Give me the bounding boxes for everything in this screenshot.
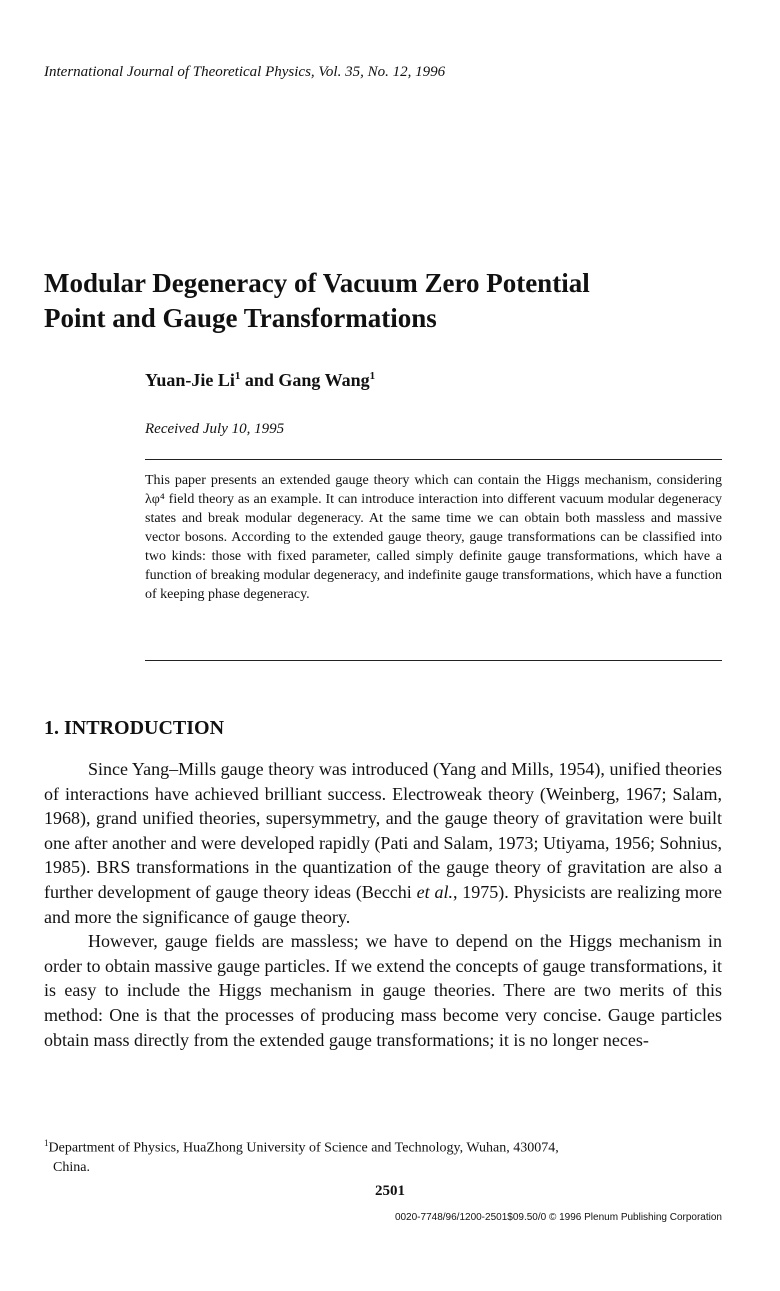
abstract-bottom-rule <box>145 660 722 661</box>
body-paragraph: However, gauge fields are massless; we have to depend on the Higgs mechanism in order to obtain massive gauge particles. If we extend the concepts of gauge transformations, it is easy to include the Higgs mechanism in gauge theories. There are two merits of this method: One is that the processes of producing mass become very concise. Gauge particles obtain mass directly from the extended gauge transformations; it is no longer neces- <box>44 931 722 1050</box>
copyright-line: 0020-7748/96/1200-2501$09.50/0 © 1996 Plenum Publishing Corporation <box>394 1212 722 1223</box>
paragraph-text: Since Yang–Mills gauge theory was introduced (Yang and Mills, 1954), unified theories of interactions have achieved brilliant success. Electroweak theory (Weinberg, 1967; Salam, 1968), grand unified theories, supersymmetry, and the gauge theory of gravitation were built one after another and were developed rapidly (Pati and Salam, 1973; Utiyama, 1956; Sohnius, 1985). BRS transformations in the quantization of the gauge theory of gravitation are also a further development of gauge theory ideas (Becchi <box>44 759 722 902</box>
author-name: Yuan-Jie Li <box>145 370 235 390</box>
author-name: Gang Wang <box>278 370 370 390</box>
affiliation-mark: 1 <box>369 370 376 382</box>
received-date: Received July 10, 1995 <box>145 421 285 437</box>
paper-title <box>44 266 734 336</box>
paper-title-line-2: Point and Gauge Transformations <box>44 303 437 333</box>
abstract-text: This paper presents an extended gauge theory which can contain the Higgs mechanism, considering λφ⁴ field theory as an example. It can introduce interaction into different vacuum modular degeneracy states and break modular degeneracy. At the same time we can obtain both massless and massive vector bosons. According to the extended gauge theory, gauge transformations can be classified into two kinds: those with fixed parameter, called simply definite gauge transformations, which have a function of breaking modular degeneracy, and indefinite gauge transformations, which have a function of keeping phase degeneracy. <box>145 473 722 602</box>
affiliation-mark: 1 <box>234 370 241 382</box>
page-number: 2501 <box>375 1183 405 1199</box>
footnote-text: Department of Physics, HuaZhong University of Science and Technology, Wuhan, 430074, <box>48 1140 559 1156</box>
paper-title-line-1: Modular Degeneracy of Vacuum Zero Potential <box>44 268 590 298</box>
footnote-continuation: China. <box>53 1159 90 1175</box>
footnote-mark: 1 <box>44 1138 49 1148</box>
section-body <box>44 757 722 1052</box>
body-paragraph <box>44 757 722 929</box>
abstract-top-rule <box>145 459 722 460</box>
journal-citation: International Journal of Theoretical Physics, Vol. 35, No. 12, 1996 <box>44 64 446 80</box>
paragraph-text: , 1975). Physicists are realizing more and more the significance of gauge theory. <box>44 881 723 927</box>
author-connector: and <box>240 370 279 390</box>
author-list <box>145 370 375 391</box>
affiliation-footnote <box>44 1134 722 1177</box>
section-heading: 1. INTRODUCTION <box>44 717 225 739</box>
citation-et-al: et al. <box>416 881 453 902</box>
